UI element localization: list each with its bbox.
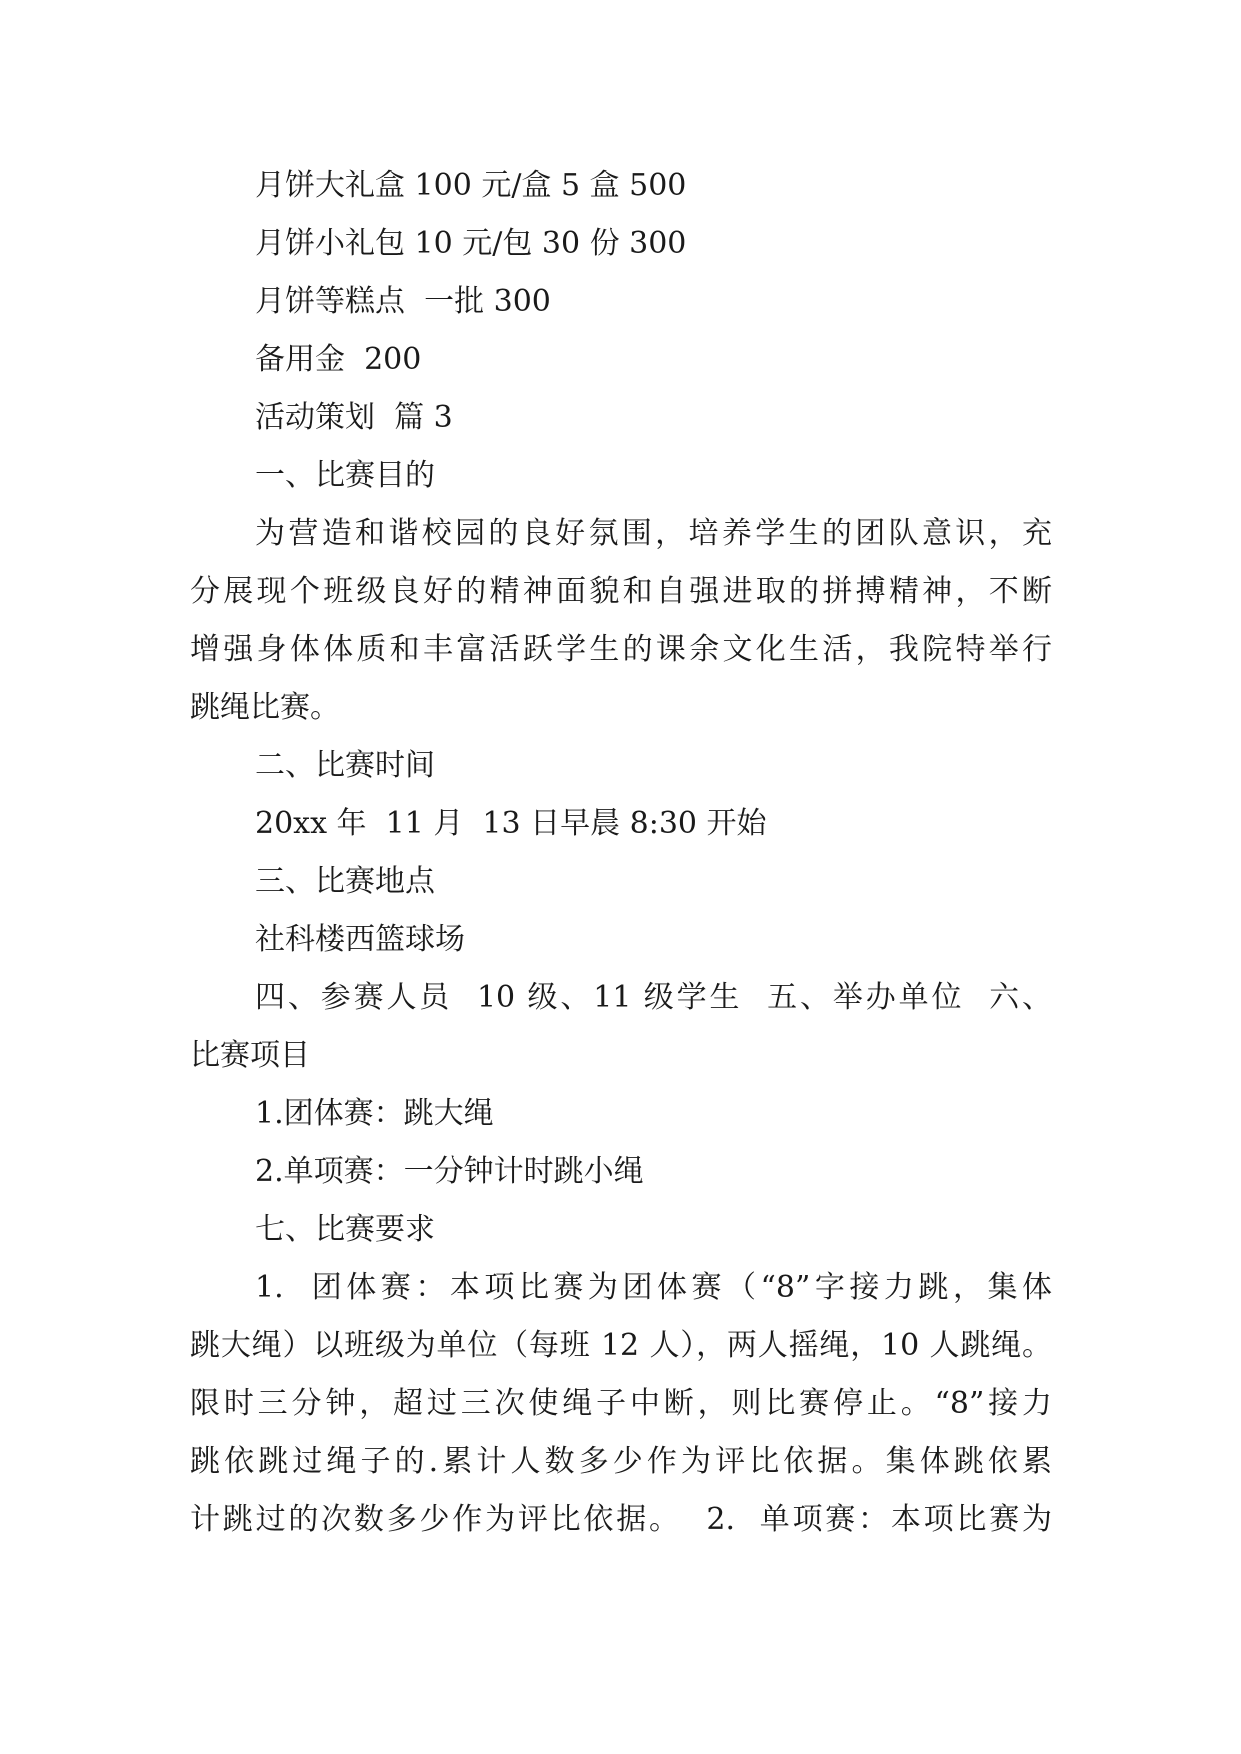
text-line: 月饼等糕点 一批 300	[255, 284, 551, 319]
document-body	[190, 157, 1052, 1549]
paragraph-line: 限时三分钟，超过三次使绳子中断，则比赛停止。“8”接力	[190, 1386, 1052, 1421]
paragraph-line: 增强身体体质和丰富活跃学生的课余文化生活，我院特举行	[190, 632, 1052, 667]
section-heading: 一、比赛目的	[255, 458, 435, 493]
paragraph-line: 跳大绳）以班级为单位（每班 12 人），两人摇绳，10 人跳绳。	[190, 1328, 1052, 1363]
paragraph-line: 四、参赛人员 10 级、11 级学生 五、举办单位 六、	[255, 980, 1052, 1015]
paragraph-line: 跳依跳过绳子的.累计人数多少作为评比依据。集体跳依累	[190, 1444, 1052, 1479]
text-line: 1.团体赛：跳大绳	[255, 1096, 494, 1131]
section-heading: 二、比赛时间	[255, 748, 435, 783]
paragraph-line: 分展现个班级良好的精神面貌和自强进取的拼搏精神，不断	[190, 574, 1052, 609]
section-heading: 活动策划 篇 3	[255, 400, 453, 435]
paragraph-line: 跳绳比赛。	[190, 690, 340, 725]
section-heading: 七、比赛要求	[255, 1212, 435, 1247]
text-line: 月饼大礼盒 100 元/盒 5 盒 500	[255, 168, 687, 203]
text-line: 社科楼西篮球场	[255, 922, 465, 957]
paragraph-line: 1. 团体赛：本项比赛为团体赛（“8”字接力跳，集体	[255, 1270, 1052, 1305]
paragraph-line: 比赛项目	[190, 1038, 310, 1073]
text-line: 月饼小礼包 10 元/包 30 份 300	[255, 226, 687, 261]
text-line: 20xx 年 11 月 13 日早晨 8:30 开始	[255, 806, 767, 841]
section-heading: 三、比赛地点	[255, 864, 435, 899]
paragraph-line: 为营造和谐校园的良好氛围，培养学生的团队意识，充	[255, 516, 1052, 551]
paragraph-line: 计跳过的次数多少作为评比依据。 2. 单项赛：本项比赛为	[190, 1502, 1052, 1537]
text-line: 2.单项赛：一分钟计时跳小绳	[255, 1154, 644, 1189]
text-line: 备用金 200	[255, 342, 422, 377]
